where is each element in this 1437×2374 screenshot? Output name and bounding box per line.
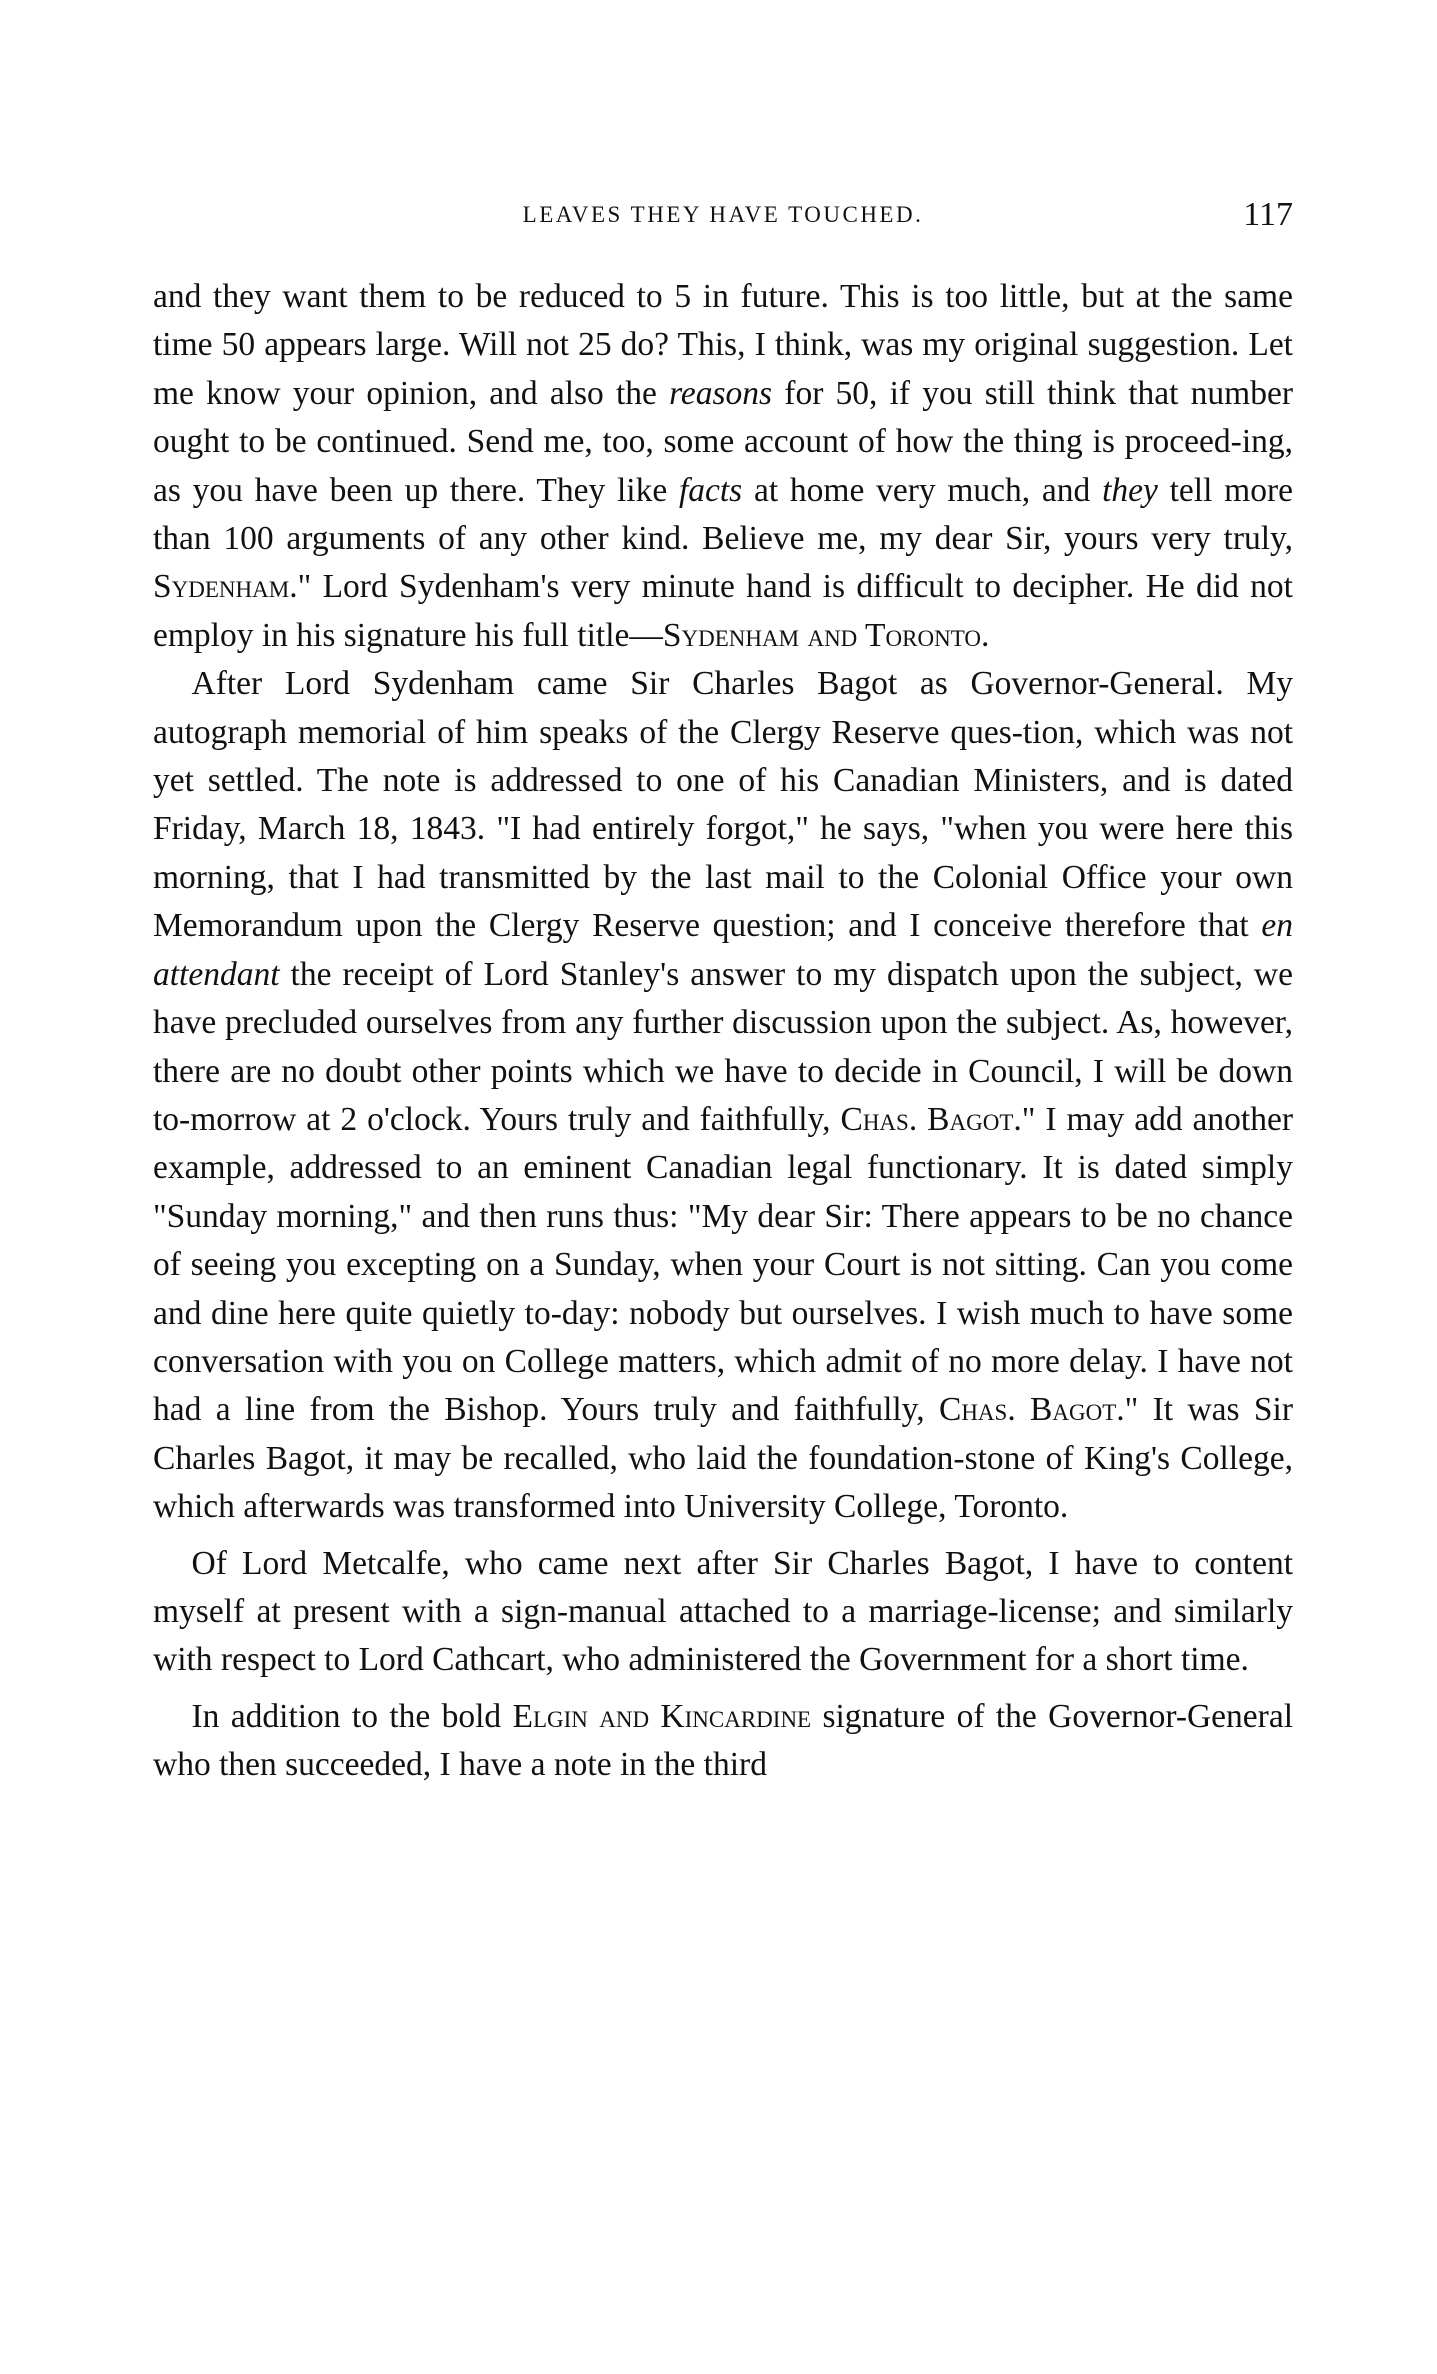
text-run: ." It was Sir Charles Bagot, it may be recalled, who laid the foundation-stone of King's College, which afterwards was transformed into University College, Toronto. [153, 1391, 1293, 1526]
text-run: and they want them to be reduced to 5 in future. This is too little, but at the same time 50 appears large. Will not 25 do? This, I think, was my original suggestion. Let me know your opinion, and also the [153, 278, 1293, 412]
paragraph [153, 1693, 1293, 1790]
text-run: Of Lord Metcalfe, who came next after Sir Charles Bagot, I have to content myself at present with a sign-manual attached to a marriage-license; and similarly with respect to Lord Cathcart, who administered the Government for a short time. [153, 1544, 1293, 1679]
small-caps-text: Chas. Bagot [840, 1100, 1014, 1138]
text-run: ." Lord Sydenham's very minute hand is difficult to decipher. He did not employ in his signature his full title— [153, 568, 1293, 654]
small-caps-text: Sydenham [153, 568, 290, 606]
small-caps-text: Chas. Bagot [938, 1391, 1117, 1429]
small-caps-text: Elgin and Kincardine [512, 1697, 812, 1735]
text-run: signature of the Governor-General who then succeeded, I have a note in the third [153, 1697, 1293, 1784]
italic-text: en attendant [153, 907, 1293, 993]
body-text [153, 273, 1293, 1790]
text-run: for 50, if you still think that number ought to be continued. Send me, too, some account of how the thing is proceed-ing, as you have been up there. They like [153, 374, 1293, 509]
italic-text: they [1102, 471, 1158, 509]
text-run: After Lord Sydenham came Sir Charles Bagot as Governor-General. My autograph memorial of him speaks of the Clergy Reserve ques-tion, which was not yet settled. The note is addressed to one of his Canadian Ministers, and is dated Friday, March 18, 1843. "I had entirely forgot," he says, "when you were here this morning, that I had transmitted by the last mail to the Colonial Office your own Memorandum upon the Clergy Reserve question; and I conceive therefore that [153, 665, 1293, 945]
running-head: LEAVES THEY HAVE TOUCHED. [522, 202, 924, 227]
paragraph [153, 1540, 1293, 1685]
small-caps-text: Sydenham and Toronto [662, 616, 981, 654]
paragraph [153, 273, 1293, 660]
text-run: . [980, 616, 990, 654]
text-run: at home very much, and [742, 471, 1103, 509]
text-run: ." I may add another example, addressed to an eminent Canadian legal functionary. It is dated simply "Sunday morning," and then runs thus: "My dear Sir: There appears to be no chance of seeing you excepting on a Sunday, when your Court is not sitting. Can you come and dine here quite quietly to-day: nobody but ourselves. I wish much to have some conversation with you on College matters, which admit of no more delay. I have not had a line from the Bishop. Yours truly and faithfully, [153, 1100, 1293, 1429]
page-header [153, 196, 1293, 236]
italic-text: facts [678, 471, 743, 509]
paragraph [153, 660, 1293, 1531]
text-run: In addition to the bold [191, 1697, 513, 1735]
text-run: tell more than 100 arguments of any other kind. Believe me, my dear Sir, yours very truly, [153, 471, 1293, 558]
text-run: the receipt of Lord Stanley's answer to my dispatch upon the subject, we have precluded ourselves from any further discussion upon the subject. As, however, there are no doubt other points which we have to decide in Council, I will be down to-morrow at 2 o'clock. Yours truly and faithfully, [153, 955, 1293, 1138]
italic-text: reasons [669, 374, 773, 412]
page-number: 117 [1243, 196, 1293, 233]
